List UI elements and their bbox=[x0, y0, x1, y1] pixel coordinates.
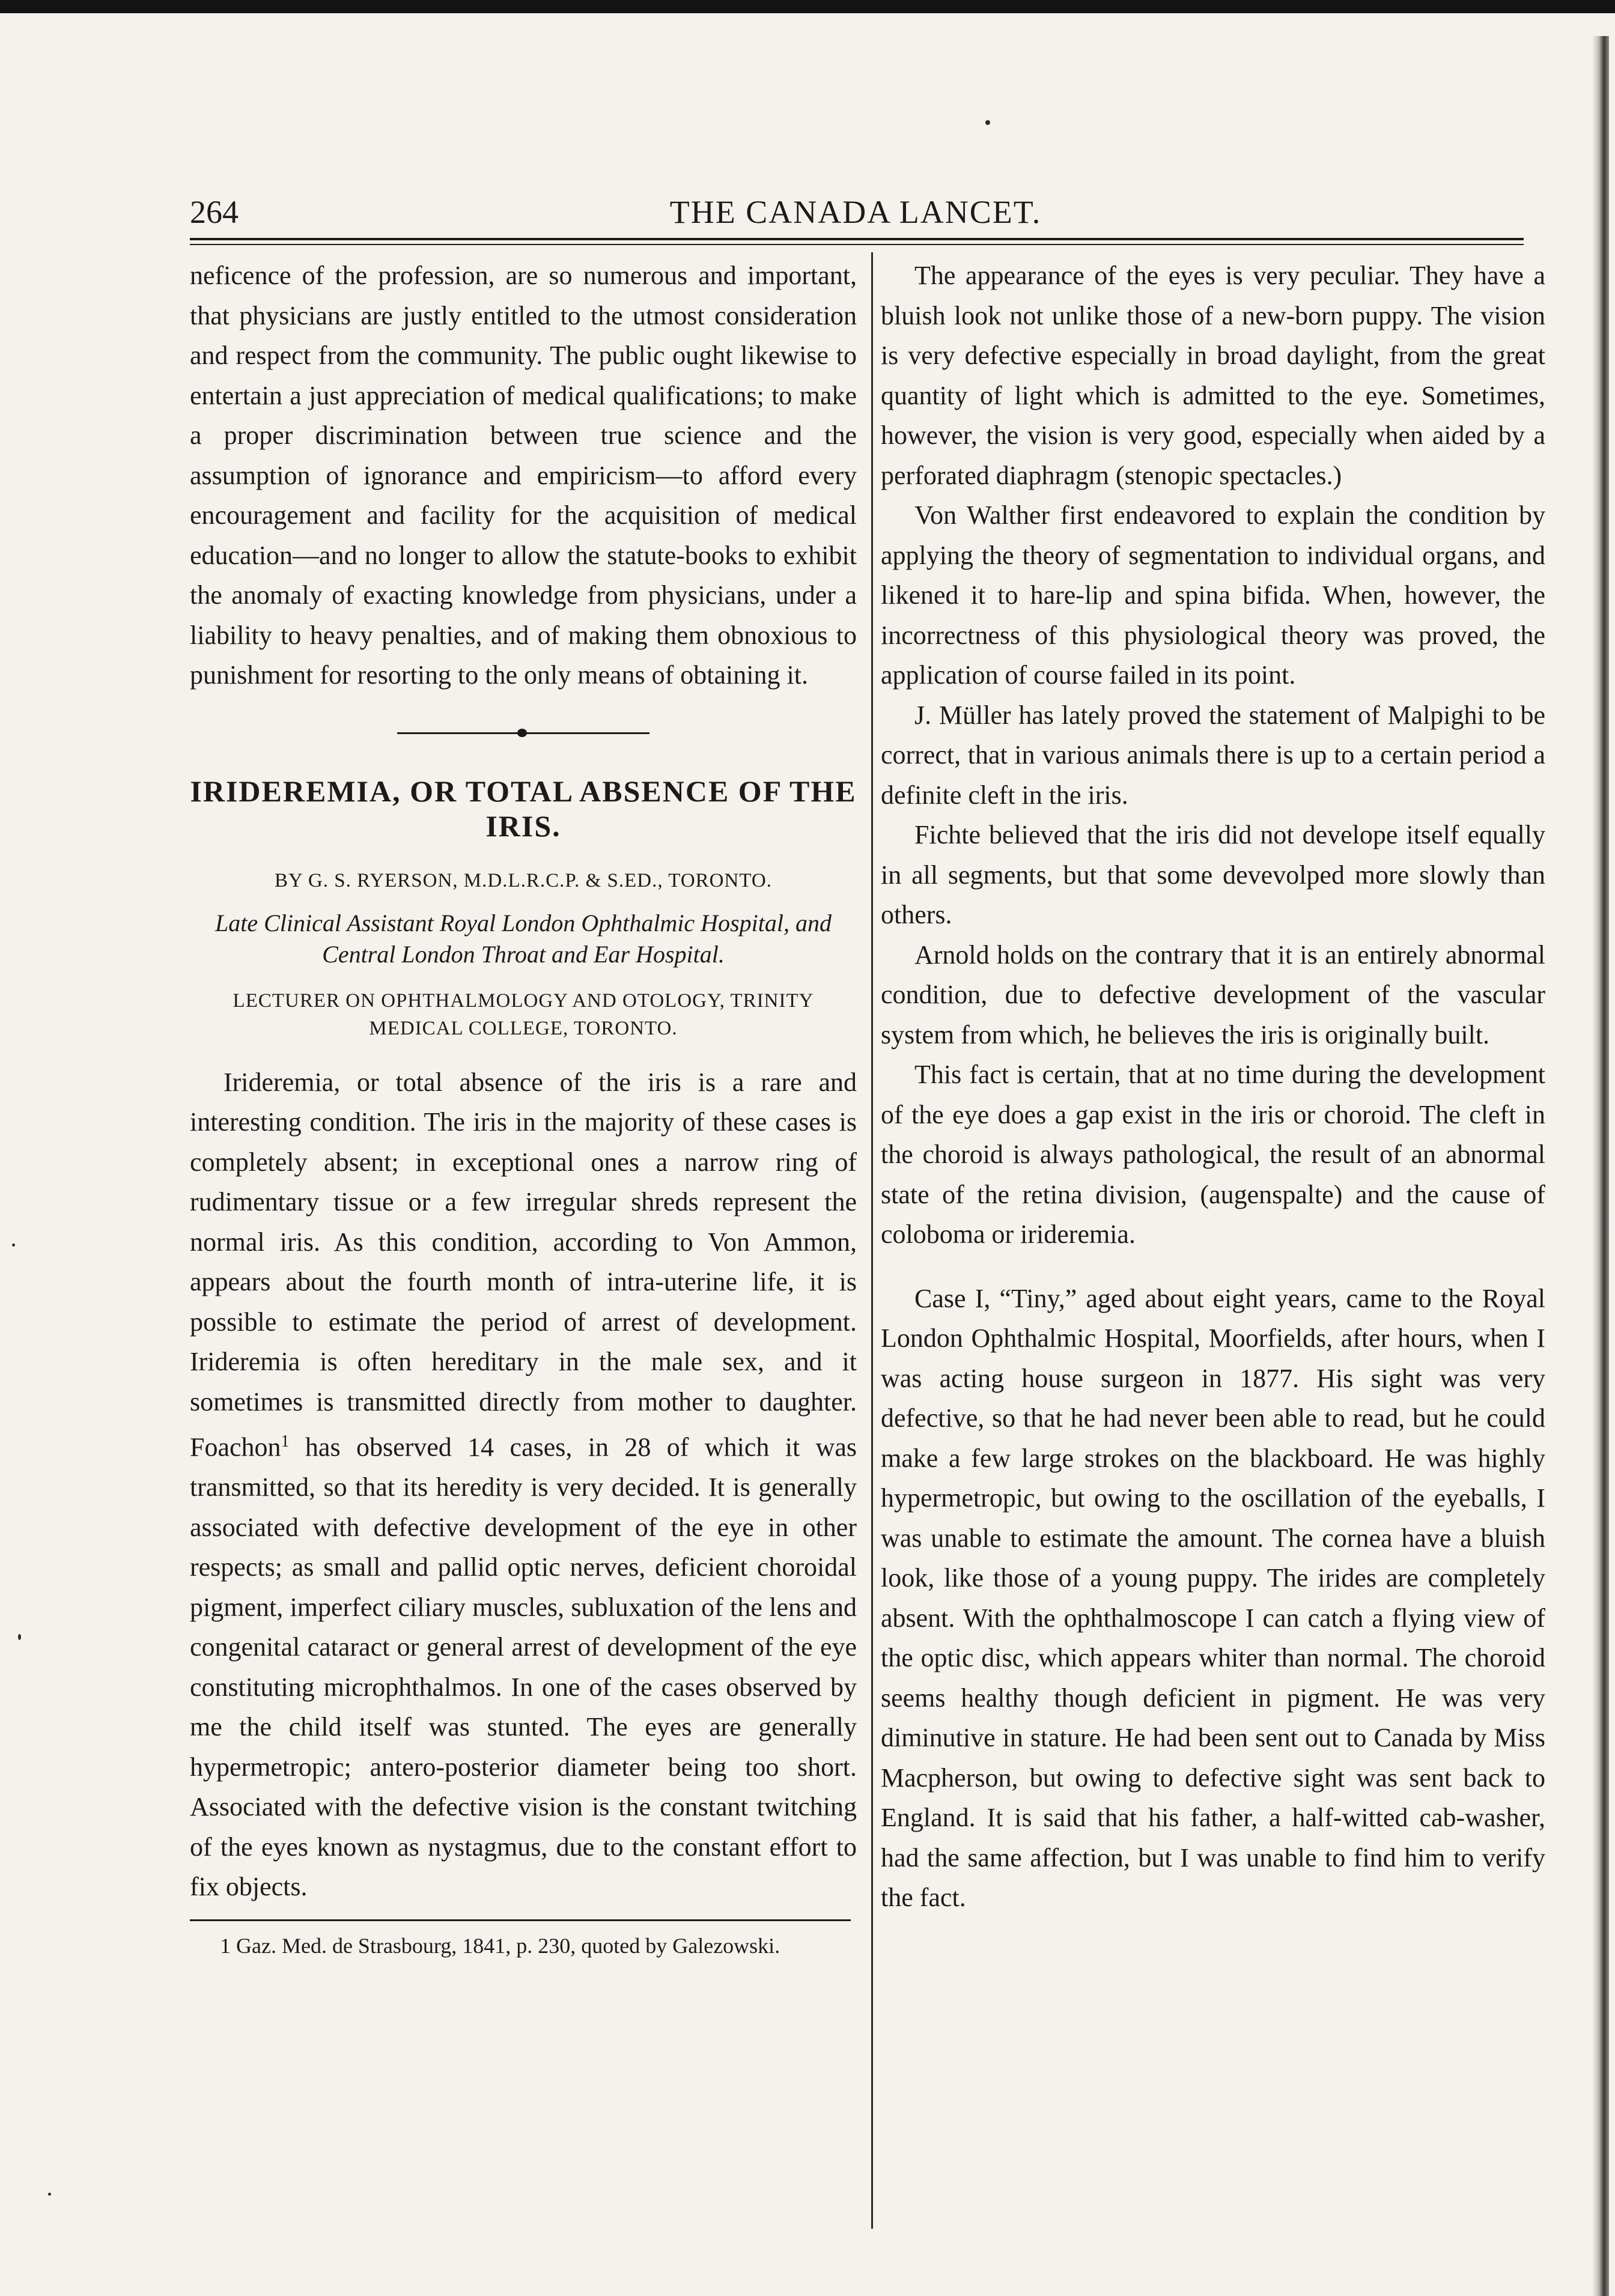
body-paragraph: This fact is certain, that at no time during the development of the eye does a gap exist in the iris or choroid. The cleft in the choroid is always pathological, the result of an abnormal state of the retina division, (augenspalte) and the cause of coloboma or irideremia. bbox=[881, 1060, 1545, 1249]
header-rule bbox=[190, 238, 1524, 240]
scan-speck bbox=[12, 1244, 15, 1247]
author-lecturer: LECTURER ON OPHTHALMOLOGY AND OTOLOGY, TRINITY MEDICAL COLLEGE, TORONTO. bbox=[233, 989, 814, 1039]
body-paragraph: The appearance of the eyes is very peculiar. They have a bluish look not unlike those of a new-born puppy. The vision is very defective especially in broad daylight, from the great quantity of light which is admitted to the eye. Sometimes, however, the vision is very good, especially when aided by a perforated diaphragm (stenopic spectacles.) bbox=[881, 261, 1545, 490]
continued-paragraph: neficence of the profession, are so numerous and important, that physicians are justly entitled to the utmost consideration and respect from the community. The public ought likewise to entertain a just appreciation of medical qualifications; to make a proper discrimination between true science and the assumption of ignorance and empiricism—to afford every encouragement and facility for the acquisition of medical education—and no longer to allow the statute-books to exhibit the anomaly of exacting knowledge from physicians, under a liability to heavy penalties, and of making them obnoxious to punishment for resorting to the only means of obtaining it. bbox=[190, 261, 857, 690]
scan-binding-edge bbox=[1592, 36, 1609, 2296]
author-affiliation: Late Clinical Assistant Royal London Ophthalmic Hospital, and Central London Throat and Ear Hospital. bbox=[215, 909, 832, 968]
scan-top-border bbox=[0, 0, 1615, 13]
scan-speck bbox=[985, 120, 990, 125]
body-paragraph: Case I, “Tiny,” aged about eight years, came to the Royal London Ophthalmic Hospital, Moorfields, after hours, when I was acting house surgeon in 1877. His sight was very defective, so that he had never been able to read, but he could make a few large strokes on the blackboard. He was highly hypermetropic, but owing to the oscillation of the eyeballs, I was unable to estimate the amount. The cornea have a bluish look, like those of a young puppy. The irides are completely absent. With the ophthalmoscope I can catch a flying view of the optic disc, which appears whiter than normal. The choroid seems healthy though deficient in pigment. He was very diminutive in stature. He had been sent out to Canada by Miss Macpherson, but owing to defective sight was sent back to England. It is said that his father, a half-witted cab-washer, had the same affection, but I was unable to find him to verify the fact. bbox=[881, 1283, 1545, 1912]
running-head: THE CANADA LANCET. bbox=[669, 194, 1042, 230]
footnote: 1 Gaz. Med. de Strasbourg, 1841, p. 230, quoted by Galezowski. bbox=[220, 1933, 780, 1958]
body-paragraph: Fichte believed that the iris did not develope itself equally in all segments, but that some devevolped more slowly than others. bbox=[881, 820, 1545, 929]
header-rule-thin bbox=[190, 244, 1524, 245]
body-paragraph: Irideremia, or total absence of the iris is a rare and interesting condition. The iris in the majority of these cases is completely absent; in exceptional ones a narrow ring of rudimentary tissue or a few irregular shreds represent the normal iris. As this condition, according to Von Ammon, appears about the fourth month of intra-uterine life, it is possible to estimate the period of arrest of development. Irideremia is often hereditary in the male sex, and it sometimes is transmitted directly from mother to daughter. Foachon$^1$ has observed 14 cases, in 28 of which it was transmitted, so that its heredity is very decided. It is generally associated with defective development of the eye in other respects; as small and pallid optic nerves, deficient choroidal pigment, imperfect ciliary muscles, subluxation of the lens and congenital cataract or general arrest of development of the eye constituting microphthalmos. In one of the cases observed by me the child itself was stunted. The eyes are generally hypermetropic; antero-posterior diameter being too short. Associated with the defective vision is the constant twitching of the eyes known as nystagmus, due to the constant effort to fix objects. bbox=[190, 1067, 857, 1902]
body-paragraph: Arnold holds on the contrary that it is an entirely abnormal condition, due to defective development of the vascular system from which, he believes the iris is originally built. bbox=[881, 940, 1545, 1049]
page-number: 264 bbox=[190, 194, 239, 230]
left-column bbox=[190, 256, 857, 1958]
column-divider bbox=[871, 252, 873, 2229]
page-header bbox=[190, 193, 1521, 241]
scan-speck bbox=[48, 2193, 51, 2196]
right-column bbox=[881, 256, 1545, 1918]
scan-speck bbox=[18, 1634, 21, 1640]
body-paragraph: Von Walther first endeavored to explain the condition by applying the theory of segmentation to individual organs, and likened it to hare-lip and spina bifida. When, however, the incorrectness of this physiological theory was proved, the application of course failed in its point. bbox=[881, 500, 1545, 690]
footnote-marker: 1 bbox=[281, 1432, 290, 1451]
article-title: IRIDEREMIA, OR TOTAL ABSENCE OF THE IRIS. bbox=[190, 774, 857, 843]
footnote-rule bbox=[190, 1919, 851, 1921]
section-ornament bbox=[397, 726, 649, 740]
article-byline: BY G. S. RYERSON, M.D.L.R.C.P. & S.ED., TORONTO. bbox=[275, 869, 772, 891]
body-paragraph: J. Müller has lately proved the statement of Malpighi to be correct, that in various animals there is up to a certain period a definite cleft in the iris. bbox=[881, 700, 1545, 810]
